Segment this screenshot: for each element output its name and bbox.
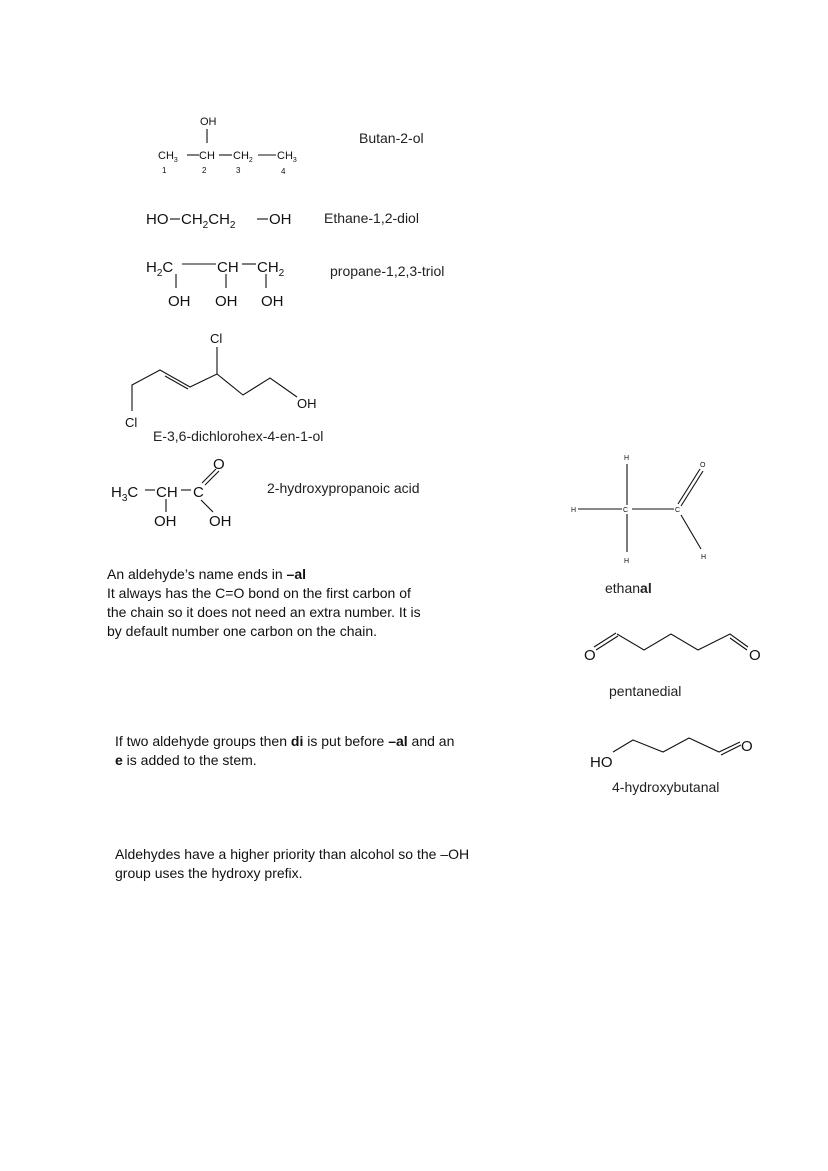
ethane-diol-suffix: -1,2-diol — [368, 210, 419, 226]
svg-text:CH: CH — [156, 484, 178, 501]
ethanal-label — [605, 580, 652, 596]
svg-text:C: C — [675, 507, 681, 514]
svg-text:CH3: $CH_3$ — [158, 150, 178, 164]
svg-text:OH: OH — [215, 293, 238, 310]
aldehyde-intro-line2: It always has the C=O bond on the first carbon of — [107, 585, 411, 601]
pentanedial-label: pentanedial — [609, 683, 682, 699]
pentanedial-structure — [580, 625, 770, 670]
hydroxybutanal-label: 4-hydroxybutanal — [612, 779, 720, 795]
dial-line2: e is added to the stem. — [115, 752, 257, 768]
ethane-diol-label — [324, 210, 419, 226]
dichlorohexenol-label: E-3,6-dichlorohex-4-en-1-ol — [153, 428, 324, 444]
aldehyde-intro-line4: by default number one carbon on the chain. — [107, 623, 378, 639]
svg-text:CH3: $CH_3$ — [277, 150, 297, 164]
hydroxypropanoic-acid-structure — [105, 450, 255, 535]
svg-text:OH: OH — [154, 513, 177, 530]
svg-text:OH: OH — [269, 211, 292, 228]
svg-text:OH: OH — [297, 396, 317, 411]
hydroxypropanoic-acid-label: 2-hydroxypropanoic acid — [267, 480, 420, 496]
svg-text:Cl: Cl — [125, 415, 138, 430]
dial-paragraph — [115, 732, 535, 770]
svg-text:OH: OH — [168, 293, 191, 310]
priority-paragraph — [115, 845, 555, 883]
dial-line1: If two aldehyde groups then di is put before –al and an — [115, 733, 455, 749]
svg-text:CH: CH — [199, 150, 215, 162]
svg-text:H3C: $H_3C$ — [111, 484, 139, 504]
svg-text:H: H — [701, 554, 707, 561]
svg-text:H: H — [624, 558, 630, 565]
svg-text:O: O — [749, 647, 761, 664]
svg-text:O: O — [741, 738, 753, 755]
svg-text:C: C — [193, 484, 204, 501]
propane-triol-suffix: -1,2,3-triol — [381, 263, 445, 279]
svg-text:CH2: $CH_2$ — [233, 150, 253, 164]
butan-2-ol-label: Butan-2-ol — [359, 130, 424, 146]
svg-text:3: 3 — [236, 166, 241, 175]
aldehyde-intro-paragraph — [107, 565, 507, 641]
svg-text:OH: OH — [209, 513, 232, 530]
svg-text:CH: CH — [217, 259, 239, 276]
svg-text:1: 1 — [162, 166, 167, 175]
ethanal-suffix: al — [640, 580, 652, 596]
ethanal-stem: ethan — [605, 580, 641, 596]
svg-text:O: O — [213, 456, 225, 473]
propane-triol-structure — [140, 250, 330, 315]
ethane-diol-structure — [140, 205, 320, 231]
aldehyde-intro-line1: An aldehyde’s name ends in –al — [107, 566, 307, 582]
priority-line1: Aldehydes have a higher priority than alcohol so the –OH — [115, 846, 470, 862]
svg-text:H: H — [571, 507, 577, 514]
svg-text:OH: OH — [200, 116, 217, 128]
propane-triol-stem: propane — [330, 263, 382, 279]
propane-triol-label — [330, 263, 444, 279]
aldehyde-intro-line3: the chain so it does not need an extra number. It is — [107, 604, 421, 620]
svg-text:OH: OH — [261, 293, 284, 310]
svg-text:CH2: $CH_2$ — [257, 259, 285, 279]
svg-text:H: H — [624, 455, 630, 462]
svg-text:HO: HO — [590, 754, 613, 771]
svg-text:C: C — [623, 507, 629, 514]
svg-text:O: O — [700, 462, 706, 469]
svg-text:CH2CH2: $CH_2CH_2$ — [181, 211, 236, 231]
priority-line2: group uses the hydroxy prefix. — [115, 865, 303, 881]
dichlorohexenol-structure — [120, 325, 340, 430]
svg-text:Cl: Cl — [210, 331, 223, 346]
hydroxybutanal-structure — [585, 728, 775, 773]
svg-text:2: 2 — [202, 166, 207, 175]
ethane-diol-stem: Ethane — [324, 210, 369, 226]
ethanal-structure — [565, 448, 725, 573]
svg-text:4: 4 — [281, 167, 286, 176]
svg-text:H2C: $H_2C$ — [146, 259, 174, 279]
butan-2-ol-structure — [150, 108, 320, 180]
svg-text:O: O — [584, 647, 596, 664]
svg-text:HO: HO — [146, 211, 169, 228]
